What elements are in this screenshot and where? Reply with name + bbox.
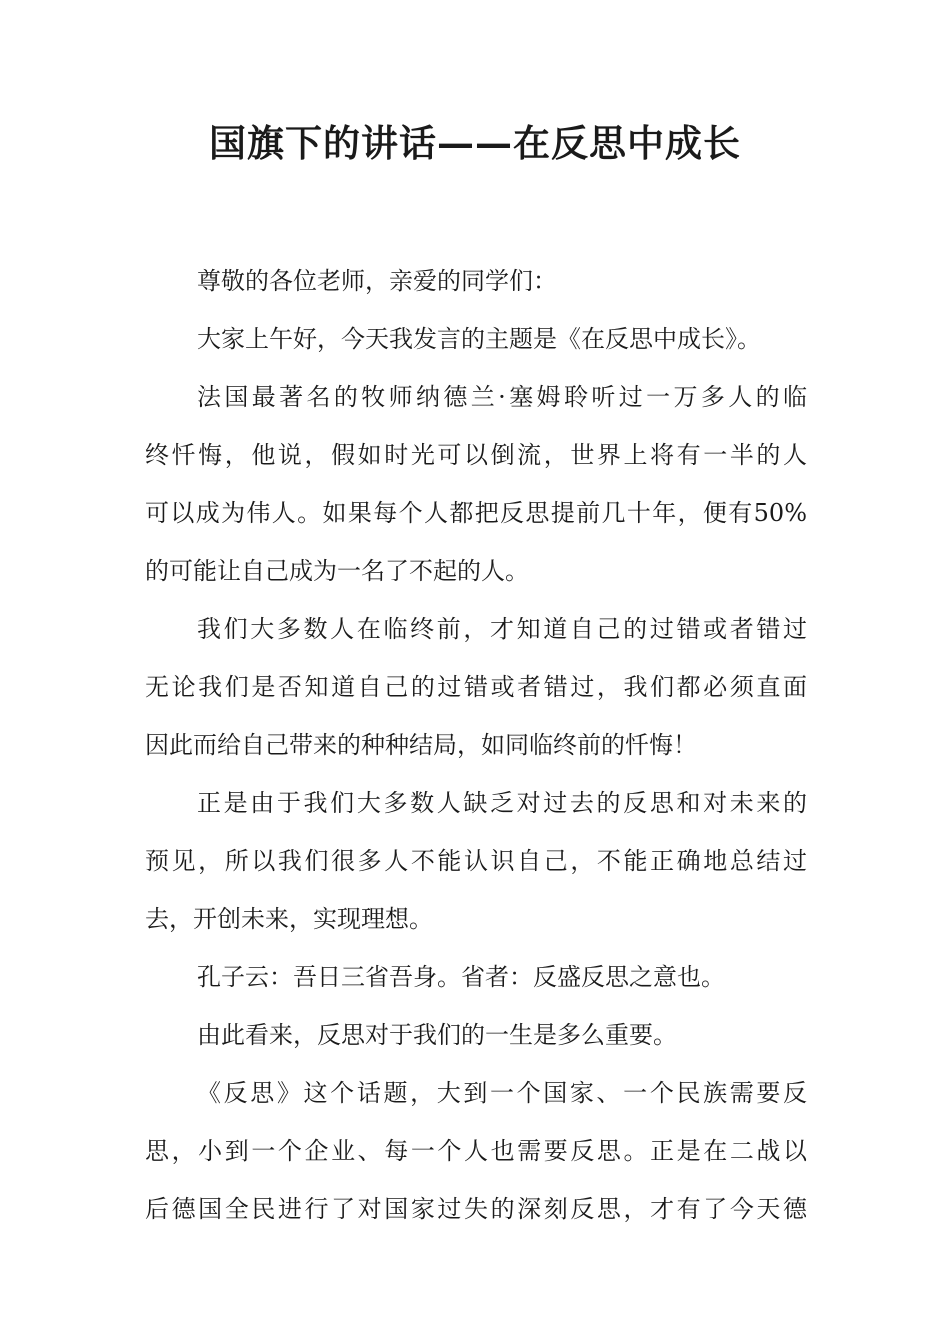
paragraph-line: 的可能让自己成为一名了不起的人。: [145, 557, 529, 585]
paragraph-line: 预见，所以我们很多人不能认识自己，不能正确地总结过: [145, 847, 807, 875]
paragraph-line: 思，小到一个企业、每一个人也需要反思。正是在二战以: [145, 1137, 807, 1165]
paragraph-line: 可以成为伟人。如果每个人都把反思提前几十年，便有50%: [145, 499, 807, 527]
paragraph-line: 终忏悔，他说，假如时光可以倒流，世界上将有一半的人: [145, 441, 807, 469]
paragraph-line: 正是由于我们大多数人缺乏对过去的反思和对未来的: [197, 789, 807, 817]
paragraph-line: 去，开创未来，实现理想。: [145, 905, 433, 933]
paragraph-line: 《反思》这个话题，大到一个国家、一个民族需要反: [197, 1079, 807, 1107]
paragraph-line: 法国最著名的牧师纳德兰·塞姆聆听过一万多人的临: [197, 383, 807, 411]
paragraph-line: 由此看来，反思对于我们的一生是多么重要。: [197, 1021, 677, 1049]
salutation-line: 尊敬的各位老师，亲爱的同学们：: [197, 267, 557, 295]
quote-line: 孔子云：吾日三省吾身。省者：反盛反思之意也。: [197, 963, 725, 991]
document-body: [145, 252, 807, 1238]
paragraph-line: 因此而给自己带来的种种结局，如同临终前的忏悔！: [145, 731, 697, 759]
greeting-line: 大家上午好，今天我发言的主题是《在反思中成长》。: [197, 325, 761, 353]
page-title: 国旗下的讲话——在反思中成长: [209, 121, 741, 165]
paragraph-line: 无论我们是否知道自己的过错或者错过，我们都必须直面: [145, 673, 807, 701]
paragraph-line: 我们大多数人在临终前，才知道自己的过错或者错过: [197, 615, 807, 643]
paragraph-line: 后德国全民进行了对国家过失的深刻反思，才有了今天德: [145, 1195, 807, 1223]
